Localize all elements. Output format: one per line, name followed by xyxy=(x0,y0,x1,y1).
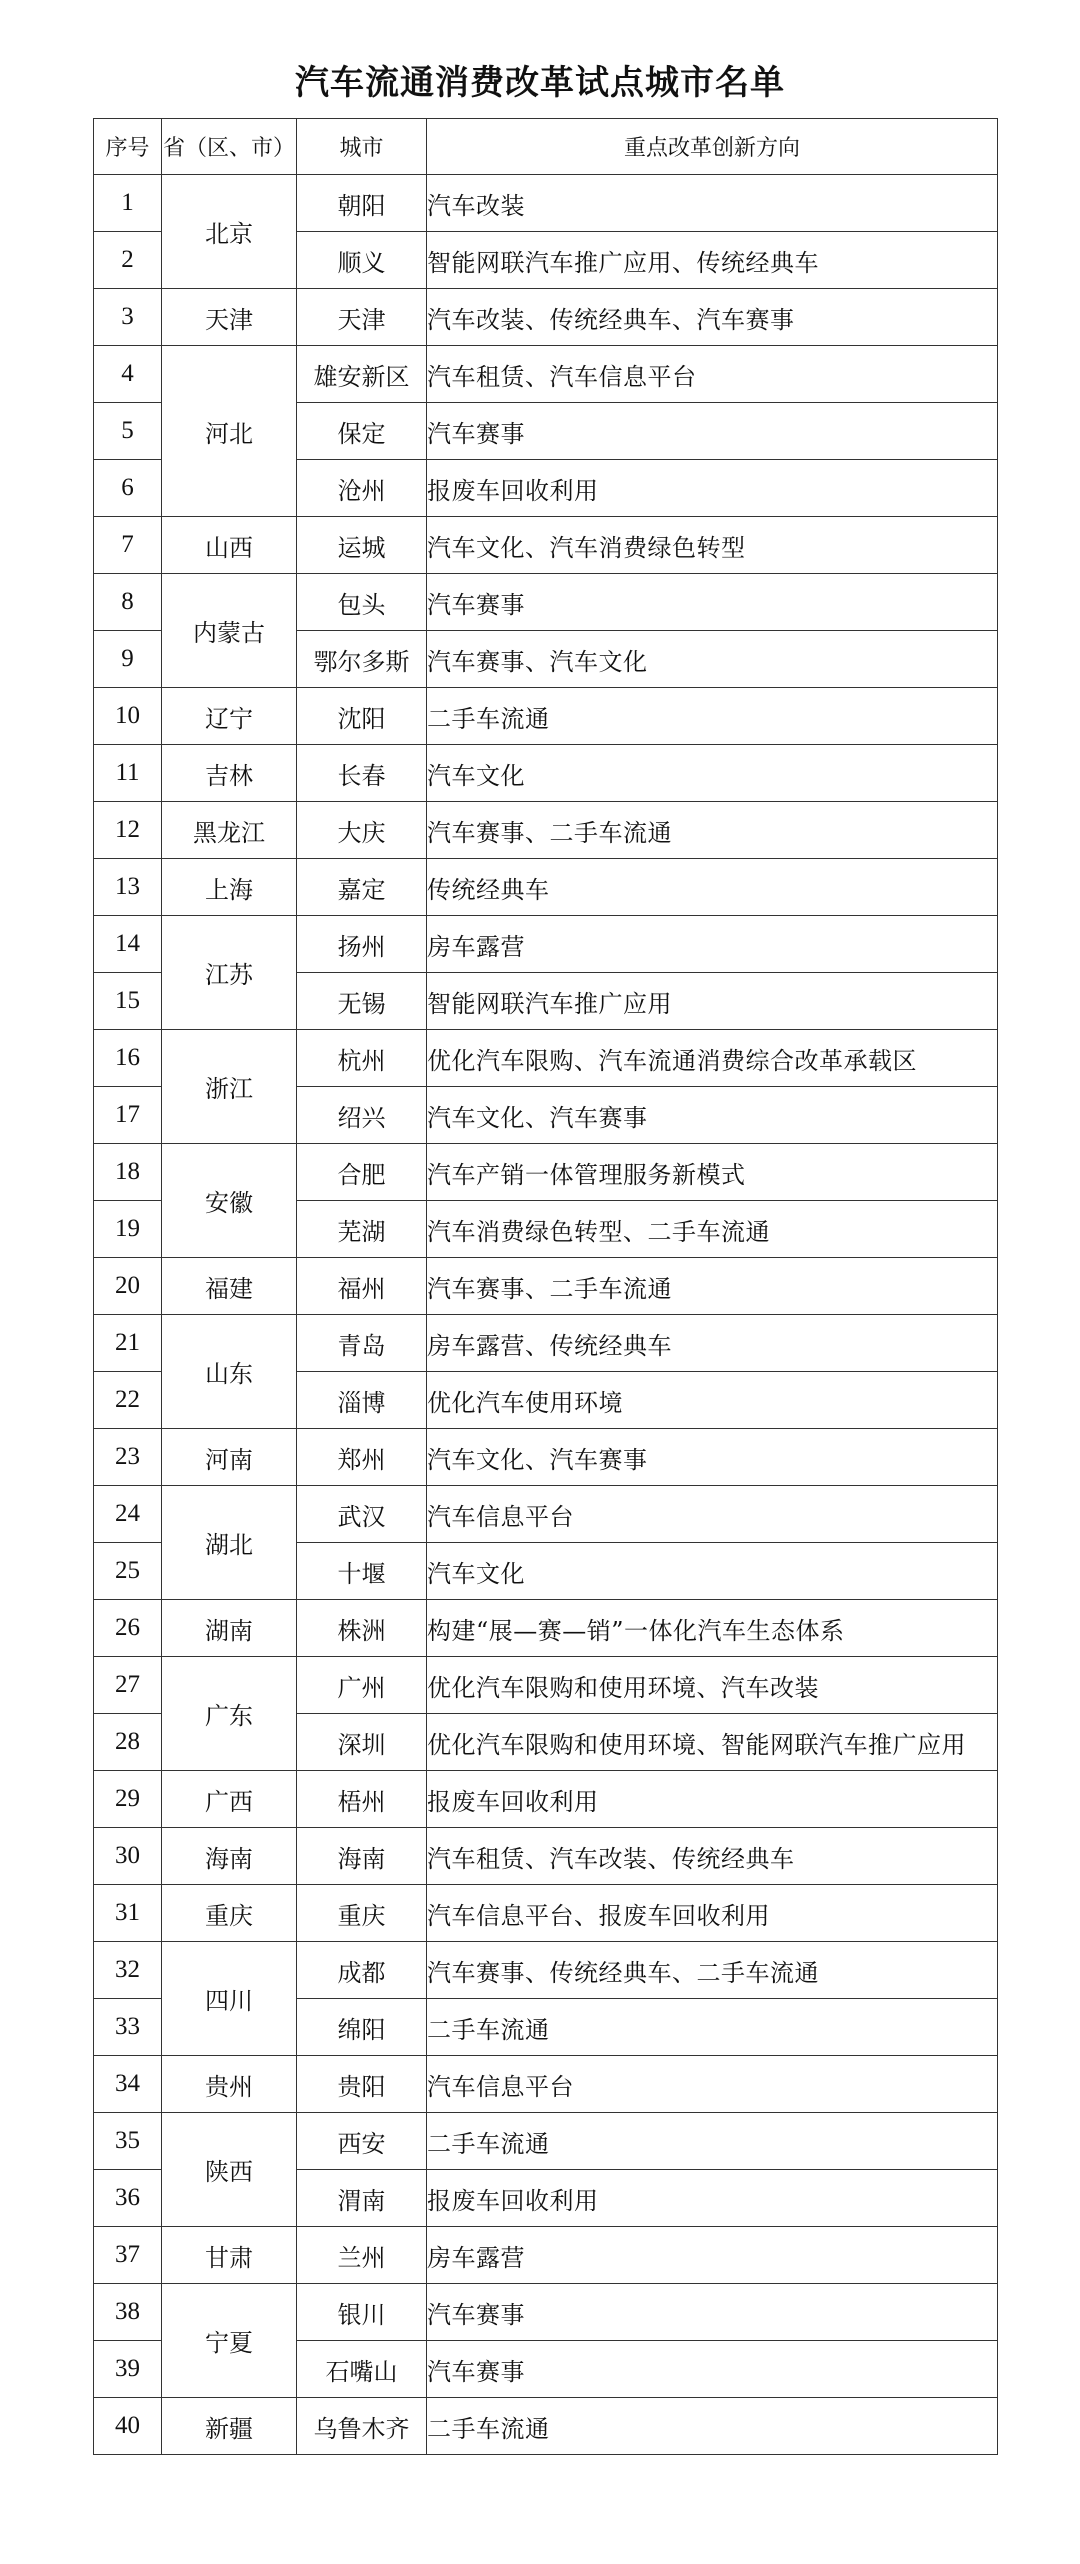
direction-cell: 汽车赛事 xyxy=(427,403,998,460)
province-cell: 新疆 xyxy=(162,2398,297,2455)
direction-cell: 汽车文化、汽车赛事 xyxy=(427,1087,998,1144)
city-cell: 雄安新区 xyxy=(297,346,427,403)
city-cell: 扬州 xyxy=(297,916,427,973)
province-cell: 山西 xyxy=(162,517,297,574)
city-cell: 贵阳 xyxy=(297,2056,427,2113)
city-cell: 乌鲁木齐 xyxy=(297,2398,427,2455)
direction-cell: 优化汽车限购和使用环境、汽车改装 xyxy=(427,1657,998,1714)
table-row xyxy=(94,1030,998,1087)
row-index: 16 xyxy=(94,1030,162,1087)
table-row xyxy=(94,517,998,574)
table-row xyxy=(94,1771,998,1828)
row-index: 12 xyxy=(94,802,162,859)
city-cell: 嘉定 xyxy=(297,859,427,916)
city-cell: 成都 xyxy=(297,1942,427,1999)
city-cell: 深圳 xyxy=(297,1714,427,1771)
row-index: 33 xyxy=(94,1999,162,2056)
city-cell: 银川 xyxy=(297,2284,427,2341)
row-index: 15 xyxy=(94,973,162,1030)
direction-cell: 智能网联汽车推广应用、传统经典车 xyxy=(427,232,998,289)
row-index: 20 xyxy=(94,1258,162,1315)
province-cell: 安徽 xyxy=(162,1144,297,1258)
table-row xyxy=(94,688,998,745)
direction-cell: 优化汽车限购和使用环境、智能网联汽车推广应用 xyxy=(427,1714,998,1771)
province-cell: 广西 xyxy=(162,1771,297,1828)
direction-cell: 汽车产销一体管理服务新模式 xyxy=(427,1144,998,1201)
row-index: 4 xyxy=(94,346,162,403)
row-index: 35 xyxy=(94,2113,162,2170)
province-cell: 甘肃 xyxy=(162,2227,297,2284)
table-row xyxy=(94,574,998,631)
direction-cell: 汽车改装、传统经典车、汽车赛事 xyxy=(427,289,998,346)
header-city: 城市 xyxy=(297,119,427,175)
city-cell: 兰州 xyxy=(297,2227,427,2284)
direction-cell: 汽车赛事、二手车流通 xyxy=(427,1258,998,1315)
direction-cell: 报废车回收利用 xyxy=(427,460,998,517)
table-header-row xyxy=(94,119,998,175)
row-index: 23 xyxy=(94,1429,162,1486)
city-cell: 株洲 xyxy=(297,1600,427,1657)
direction-cell: 汽车文化、汽车消费绿色转型 xyxy=(427,517,998,574)
table-row xyxy=(94,1657,998,1714)
province-cell: 天津 xyxy=(162,289,297,346)
table-row xyxy=(94,2398,998,2455)
direction-cell: 汽车赛事 xyxy=(427,2284,998,2341)
row-index: 3 xyxy=(94,289,162,346)
direction-cell: 汽车消费绿色转型、二手车流通 xyxy=(427,1201,998,1258)
table-row xyxy=(94,745,998,802)
row-index: 1 xyxy=(94,175,162,232)
direction-cell: 传统经典车 xyxy=(427,859,998,916)
city-cell: 十堰 xyxy=(297,1543,427,1600)
direction-cell: 智能网联汽车推广应用 xyxy=(427,973,998,1030)
city-cell: 武汉 xyxy=(297,1486,427,1543)
city-cell: 顺义 xyxy=(297,232,427,289)
province-cell: 贵州 xyxy=(162,2056,297,2113)
direction-cell: 汽车信息平台 xyxy=(427,2056,998,2113)
province-cell: 山东 xyxy=(162,1315,297,1429)
province-cell: 北京 xyxy=(162,175,297,289)
table-row xyxy=(94,1942,998,1999)
direction-cell: 二手车流通 xyxy=(427,2398,998,2455)
direction-cell: 汽车信息平台、报废车回收利用 xyxy=(427,1885,998,1942)
row-index: 13 xyxy=(94,859,162,916)
province-cell: 浙江 xyxy=(162,1030,297,1144)
province-cell: 湖南 xyxy=(162,1600,297,1657)
city-cell: 长春 xyxy=(297,745,427,802)
direction-cell: 汽车文化 xyxy=(427,745,998,802)
direction-cell: 房车露营、传统经典车 xyxy=(427,1315,998,1372)
row-index: 18 xyxy=(94,1144,162,1201)
row-index: 27 xyxy=(94,1657,162,1714)
direction-cell: 汽车赛事、二手车流通 xyxy=(427,802,998,859)
province-cell: 上海 xyxy=(162,859,297,916)
row-index: 24 xyxy=(94,1486,162,1543)
table-row xyxy=(94,1600,998,1657)
province-cell: 四川 xyxy=(162,1942,297,2056)
header-direction: 重点改革创新方向 xyxy=(427,119,998,175)
row-index: 22 xyxy=(94,1372,162,1429)
province-cell: 湖北 xyxy=(162,1486,297,1600)
city-cell: 沈阳 xyxy=(297,688,427,745)
row-index: 11 xyxy=(94,745,162,802)
row-index: 32 xyxy=(94,1942,162,1999)
table-row xyxy=(94,1486,998,1543)
province-cell: 海南 xyxy=(162,1828,297,1885)
direction-cell: 汽车赛事、传统经典车、二手车流通 xyxy=(427,1942,998,1999)
city-cell: 绍兴 xyxy=(297,1087,427,1144)
province-cell: 重庆 xyxy=(162,1885,297,1942)
table-row xyxy=(94,916,998,973)
direction-cell: 汽车文化 xyxy=(427,1543,998,1600)
document-title: 汽车流通消费改革试点城市名单 xyxy=(295,63,785,103)
direction-cell: 汽车赛事、汽车文化 xyxy=(427,631,998,688)
city-cell: 福州 xyxy=(297,1258,427,1315)
city-cell: 青岛 xyxy=(297,1315,427,1372)
province-cell: 福建 xyxy=(162,1258,297,1315)
direction-cell: 房车露营 xyxy=(427,2227,998,2284)
table-row xyxy=(94,1258,998,1315)
table-row xyxy=(94,175,998,232)
province-cell: 吉林 xyxy=(162,745,297,802)
city-cell: 保定 xyxy=(297,403,427,460)
direction-cell: 报废车回收利用 xyxy=(427,1771,998,1828)
direction-cell: 汽车赛事 xyxy=(427,574,998,631)
table-row xyxy=(94,802,998,859)
city-cell: 包头 xyxy=(297,574,427,631)
direction-cell: 汽车租赁、汽车改装、传统经典车 xyxy=(427,1828,998,1885)
city-cell: 鄂尔多斯 xyxy=(297,631,427,688)
row-index: 7 xyxy=(94,517,162,574)
direction-cell: 汽车文化、汽车赛事 xyxy=(427,1429,998,1486)
row-index: 31 xyxy=(94,1885,162,1942)
province-cell: 辽宁 xyxy=(162,688,297,745)
city-cell: 杭州 xyxy=(297,1030,427,1087)
row-index: 37 xyxy=(94,2227,162,2284)
province-cell: 宁夏 xyxy=(162,2284,297,2398)
table-row xyxy=(94,2227,998,2284)
direction-cell: 汽车租赁、汽车信息平台 xyxy=(427,346,998,403)
table-row xyxy=(94,289,998,346)
row-index: 38 xyxy=(94,2284,162,2341)
header-index: 序号 xyxy=(94,119,162,175)
city-cell: 广州 xyxy=(297,1657,427,1714)
city-cell: 石嘴山 xyxy=(297,2341,427,2398)
city-cell: 合肥 xyxy=(297,1144,427,1201)
city-cell: 绵阳 xyxy=(297,1999,427,2056)
row-index: 39 xyxy=(94,2341,162,2398)
row-index: 36 xyxy=(94,2170,162,2227)
direction-cell: 汽车赛事 xyxy=(427,2341,998,2398)
city-cell: 运城 xyxy=(297,517,427,574)
table-row xyxy=(94,1828,998,1885)
province-cell: 陕西 xyxy=(162,2113,297,2227)
row-index: 25 xyxy=(94,1543,162,1600)
row-index: 34 xyxy=(94,2056,162,2113)
row-index: 9 xyxy=(94,631,162,688)
direction-cell: 构建“展—赛—销”一体化汽车生态体系 xyxy=(427,1600,998,1657)
row-index: 8 xyxy=(94,574,162,631)
table-row xyxy=(94,1144,998,1201)
city-cell: 芜湖 xyxy=(297,1201,427,1258)
city-cell: 淄博 xyxy=(297,1372,427,1429)
province-cell: 江苏 xyxy=(162,916,297,1030)
row-index: 14 xyxy=(94,916,162,973)
city-cell: 无锡 xyxy=(297,973,427,1030)
table-row xyxy=(94,1885,998,1942)
row-index: 21 xyxy=(94,1315,162,1372)
direction-cell: 二手车流通 xyxy=(427,688,998,745)
row-index: 28 xyxy=(94,1714,162,1771)
direction-cell: 优化汽车使用环境 xyxy=(427,1372,998,1429)
city-cell: 重庆 xyxy=(297,1885,427,1942)
row-index: 30 xyxy=(94,1828,162,1885)
table-row xyxy=(94,2056,998,2113)
direction-cell: 汽车信息平台 xyxy=(427,1486,998,1543)
row-index: 17 xyxy=(94,1087,162,1144)
table-row xyxy=(94,2113,998,2170)
direction-cell: 房车露营 xyxy=(427,916,998,973)
city-cell: 天津 xyxy=(297,289,427,346)
row-index: 40 xyxy=(94,2398,162,2455)
direction-cell: 二手车流通 xyxy=(427,1999,998,2056)
city-cell: 沧州 xyxy=(297,460,427,517)
city-cell: 海南 xyxy=(297,1828,427,1885)
province-cell: 内蒙古 xyxy=(162,574,297,688)
city-cell: 西安 xyxy=(297,2113,427,2170)
row-index: 6 xyxy=(94,460,162,517)
row-index: 2 xyxy=(94,232,162,289)
province-cell: 河北 xyxy=(162,346,297,517)
province-cell: 广东 xyxy=(162,1657,297,1771)
table-row xyxy=(94,346,998,403)
city-cell: 大庆 xyxy=(297,802,427,859)
direction-cell: 优化汽车限购、汽车流通消费综合改革承载区 xyxy=(427,1030,998,1087)
city-cell: 郑州 xyxy=(297,1429,427,1486)
table-body xyxy=(94,175,998,2455)
row-index: 19 xyxy=(94,1201,162,1258)
table-row xyxy=(94,2284,998,2341)
table-row xyxy=(94,1315,998,1372)
header-province: 省（区、市） xyxy=(162,119,297,175)
city-cell: 梧州 xyxy=(297,1771,427,1828)
province-cell: 黑龙江 xyxy=(162,802,297,859)
table-row xyxy=(94,859,998,916)
pilot-cities-table xyxy=(93,118,998,2455)
city-cell: 朝阳 xyxy=(297,175,427,232)
direction-cell: 二手车流通 xyxy=(427,2113,998,2170)
table-row xyxy=(94,1429,998,1486)
direction-cell: 报废车回收利用 xyxy=(427,2170,998,2227)
row-index: 10 xyxy=(94,688,162,745)
direction-cell: 汽车改装 xyxy=(427,175,998,232)
province-cell: 河南 xyxy=(162,1429,297,1486)
row-index: 26 xyxy=(94,1600,162,1657)
row-index: 5 xyxy=(94,403,162,460)
city-cell: 渭南 xyxy=(297,2170,427,2227)
row-index: 29 xyxy=(94,1771,162,1828)
